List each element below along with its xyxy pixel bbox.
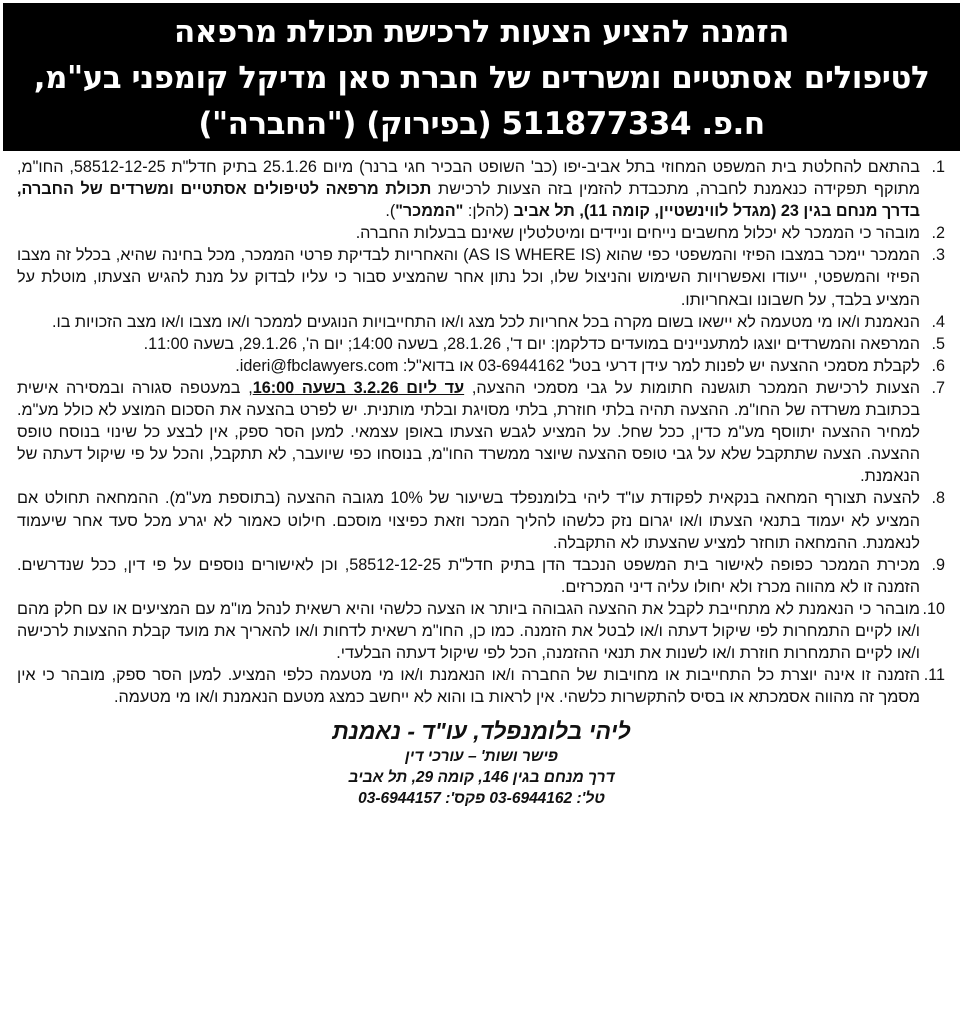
notice-item-4 xyxy=(17,311,948,333)
notice-item-5 xyxy=(17,333,948,355)
item-number: .9 xyxy=(931,555,945,574)
item-text: מובהר כי הממכר לא יכלול מחשבים נייחים וניידים ומיטלטלין שאינם בבעלות החברה. xyxy=(355,224,920,243)
header-line-1: הזמנה להציע הצעות לרכישת תכולת מרפאה xyxy=(174,14,789,50)
item-number: .10 xyxy=(922,599,945,618)
item-text: (להלן: xyxy=(463,202,514,221)
item-text: בהתאם להחלטת בית המשפט המחוזי בתל אביב-יפו (כב' השופט הבכיר חגי ברנר) מיום 25.1.26 בתיק חדל"ת 58512-12-25, החו"מ, מתוקף תפקידה כנאמנת לחברה, מתכבדת להזמין בזה הצעות לרכישת xyxy=(17,158,920,199)
notice-item-10 xyxy=(17,598,948,664)
notice-header xyxy=(3,3,960,151)
item-text: הממכר יימכר במצבו הפיזי והמשפטי כפי שהוא (AS IS WHERE IS) והאחריות לבדיקת פרטי הממכר, מכל בחינה שהיא, בכלל זה מצבו הפיזי והמשפטי, ייעודו ואפשרויות השימוש והניצול שלו, וכל נתון אחר שהמציע סבור כי עליו לבדוק על מנת להגיש הצעתו, מוטלת על המציע בלבד, על חשבונו ובאחריותו. xyxy=(17,246,920,309)
item-number: .5 xyxy=(931,334,945,353)
item-text: , במעטפה סגורה ובמסירה אישית בכתובת משרדה של החו"מ. ההצעה תהיה בלתי חוזרת, בלתי מסויגת ובלתי מותנית. יש לפרט בהצעה את הסכום המוצע לא כולל מע"מ. למחיר ההצעה יתווסף מע"מ כדין, ככל שחל. על המציע לגבש הצעתו באופן עצמאי. למען הסר ספק, אין לבצע כל שינוי בנוסח טופס ההצעה. הצעה שתתקבל שלא על גבי טופס ההצעה שיוצר ממשרד החו"מ, בנוסחו כפי שיועבר, לא תתקבל, והכל על פי שיקול דעתה של הנאמנת. xyxy=(17,378,920,486)
item-number: .11 xyxy=(923,666,945,685)
item-text: הזמנה זו אינה יוצרת כל התחייבות או מחויבות של החברה ו/או הנאמנת ו/או מי מטעמה כלפי המציע. למען הסר ספק, מובהר כי אין מסמך זה מהווה אסמכתא או בסיס להתקשרות כלשהי. אין לראות בו והוא לא ייחשב כמצג מטעם הנאמנת ו/או מי מטעמה. xyxy=(17,666,920,707)
item-number: .8 xyxy=(931,489,945,508)
notice-item-9 xyxy=(17,554,948,598)
notice-item-6 xyxy=(17,355,948,377)
item-text: מכירת הממכר כפופה לאישור בית המשפט הנכבד הדן בתיק חדל"ת 58512-12-25, וכן לאישורים נוספים על פי דין, ככל שנדרשים. הזמנה זו לא מהווה מכרז ולא יחולו עליה דיני המכרזים. xyxy=(17,555,921,596)
item-number: .7 xyxy=(931,378,945,397)
notice-body xyxy=(17,156,948,708)
notice-item-8 xyxy=(17,487,948,553)
law-firm-name: פישר ושות' – עורכי דין xyxy=(404,748,559,766)
deadline-text: עד ליום 3.2.26 בשעה 16:00 xyxy=(252,378,465,397)
item-number: .2 xyxy=(931,224,945,243)
item-text: מובהר כי הנאמנת לא מתחייבת לקבל את ההצעה הגבוהה ביותר או הצעה כלשהי והיא רשאית לנהל מו"מ עם המציעים או עם חלק מהם ו/או לקיים התמחרות לפי שיקול דעתה ו/או לבטל את הזמנה. כמו כן, החו"מ רשאית לדחות ו/או להאריך את מועד קבלת ההצעות לרכישה ו/או לקיים התמחרות חוזרת ו/או לשנות את תנאי ההזמנה, הכל לפי שיקול דעתה הבלעדי. xyxy=(17,599,920,663)
header-line-2: לטיפולים אסתטיים ומשרדים של חברת סאן מדיקל קומפני בע"מ, xyxy=(33,60,930,96)
header-line-3: ח.פ. 511877334 (בפירוק) ("החברה") xyxy=(198,106,765,142)
item-text: להצעה תצורף המחאה בנקאית לפקודת עו"ד ליהי בלומנפלד בשיעור של 10% מגובה ההצעה (בתוספת מע"מ). ההמחאה תחולט אם המציע לא יעמוד בתנאי הצעתו ו/או יגרום נזק כלשהו להליך המכר וזאת כפיצוי מוסכם. חילוט כאמור לא יגרע מכל סעד אחר שיעמוד לנאמנת. ההמחאה תוחזר למציע שהצעתו לא התקבלה. xyxy=(17,489,920,552)
signature-block xyxy=(3,716,960,809)
item-number: .1 xyxy=(931,158,945,176)
notice-item-2 xyxy=(17,222,948,244)
item-number: .3 xyxy=(931,246,945,265)
notice-item-11 xyxy=(17,664,948,708)
item-text: המרפאה והמשרדים יוצגו למתעניינים במועדים כדלקמן: יום ד', 28.1.26, בשעה 14:00; יום ה', 29.1.26, בשעה 11:00. xyxy=(143,334,920,353)
notice-item-7 xyxy=(17,377,948,487)
item-text: ). xyxy=(385,202,396,221)
trustee-name: ליהי בלומנפלד, עו"ד - נאמנת xyxy=(332,718,631,745)
item-text: הנאמנת ו/או מי מטעמה לא יישאו בשום מקרה בכל אחריות לכל מצג ו/או התחייבויות הנוגעים לממכר ו/או מצבו ו/או מצב הזכויות בו. xyxy=(52,312,920,331)
notice-item-3 xyxy=(17,244,948,310)
item-text: לקבלת מסמכי ההצעה יש לפנות למר עידן דרעי בטל' 03-6944162 או בדוא"ל: ideri@fbclawyers.com. xyxy=(235,356,920,375)
firm-address: דרך מנחם בגין 146, קומה 29, תל אביב xyxy=(348,769,615,787)
notice-item-1 xyxy=(17,156,948,222)
item-text: הצעות לרכישת הממכר תוגשנה חתומות על גבי מסמכי ההצעה, xyxy=(464,378,920,397)
item-number: .4 xyxy=(931,312,945,331)
item-number: .6 xyxy=(931,356,945,375)
item-text-bold: "הממכר" xyxy=(395,202,464,221)
firm-phones: טל': 03-6944162 פקס': 03-6944157 xyxy=(358,790,605,808)
item-text-bold: תכולת מרפאה לטיפולים אסתטיים ומשרדים של החברה, בדרך מנחם בגין 23 (מגדל לווינשטיין, קומה 11), תל אביב xyxy=(17,180,920,221)
